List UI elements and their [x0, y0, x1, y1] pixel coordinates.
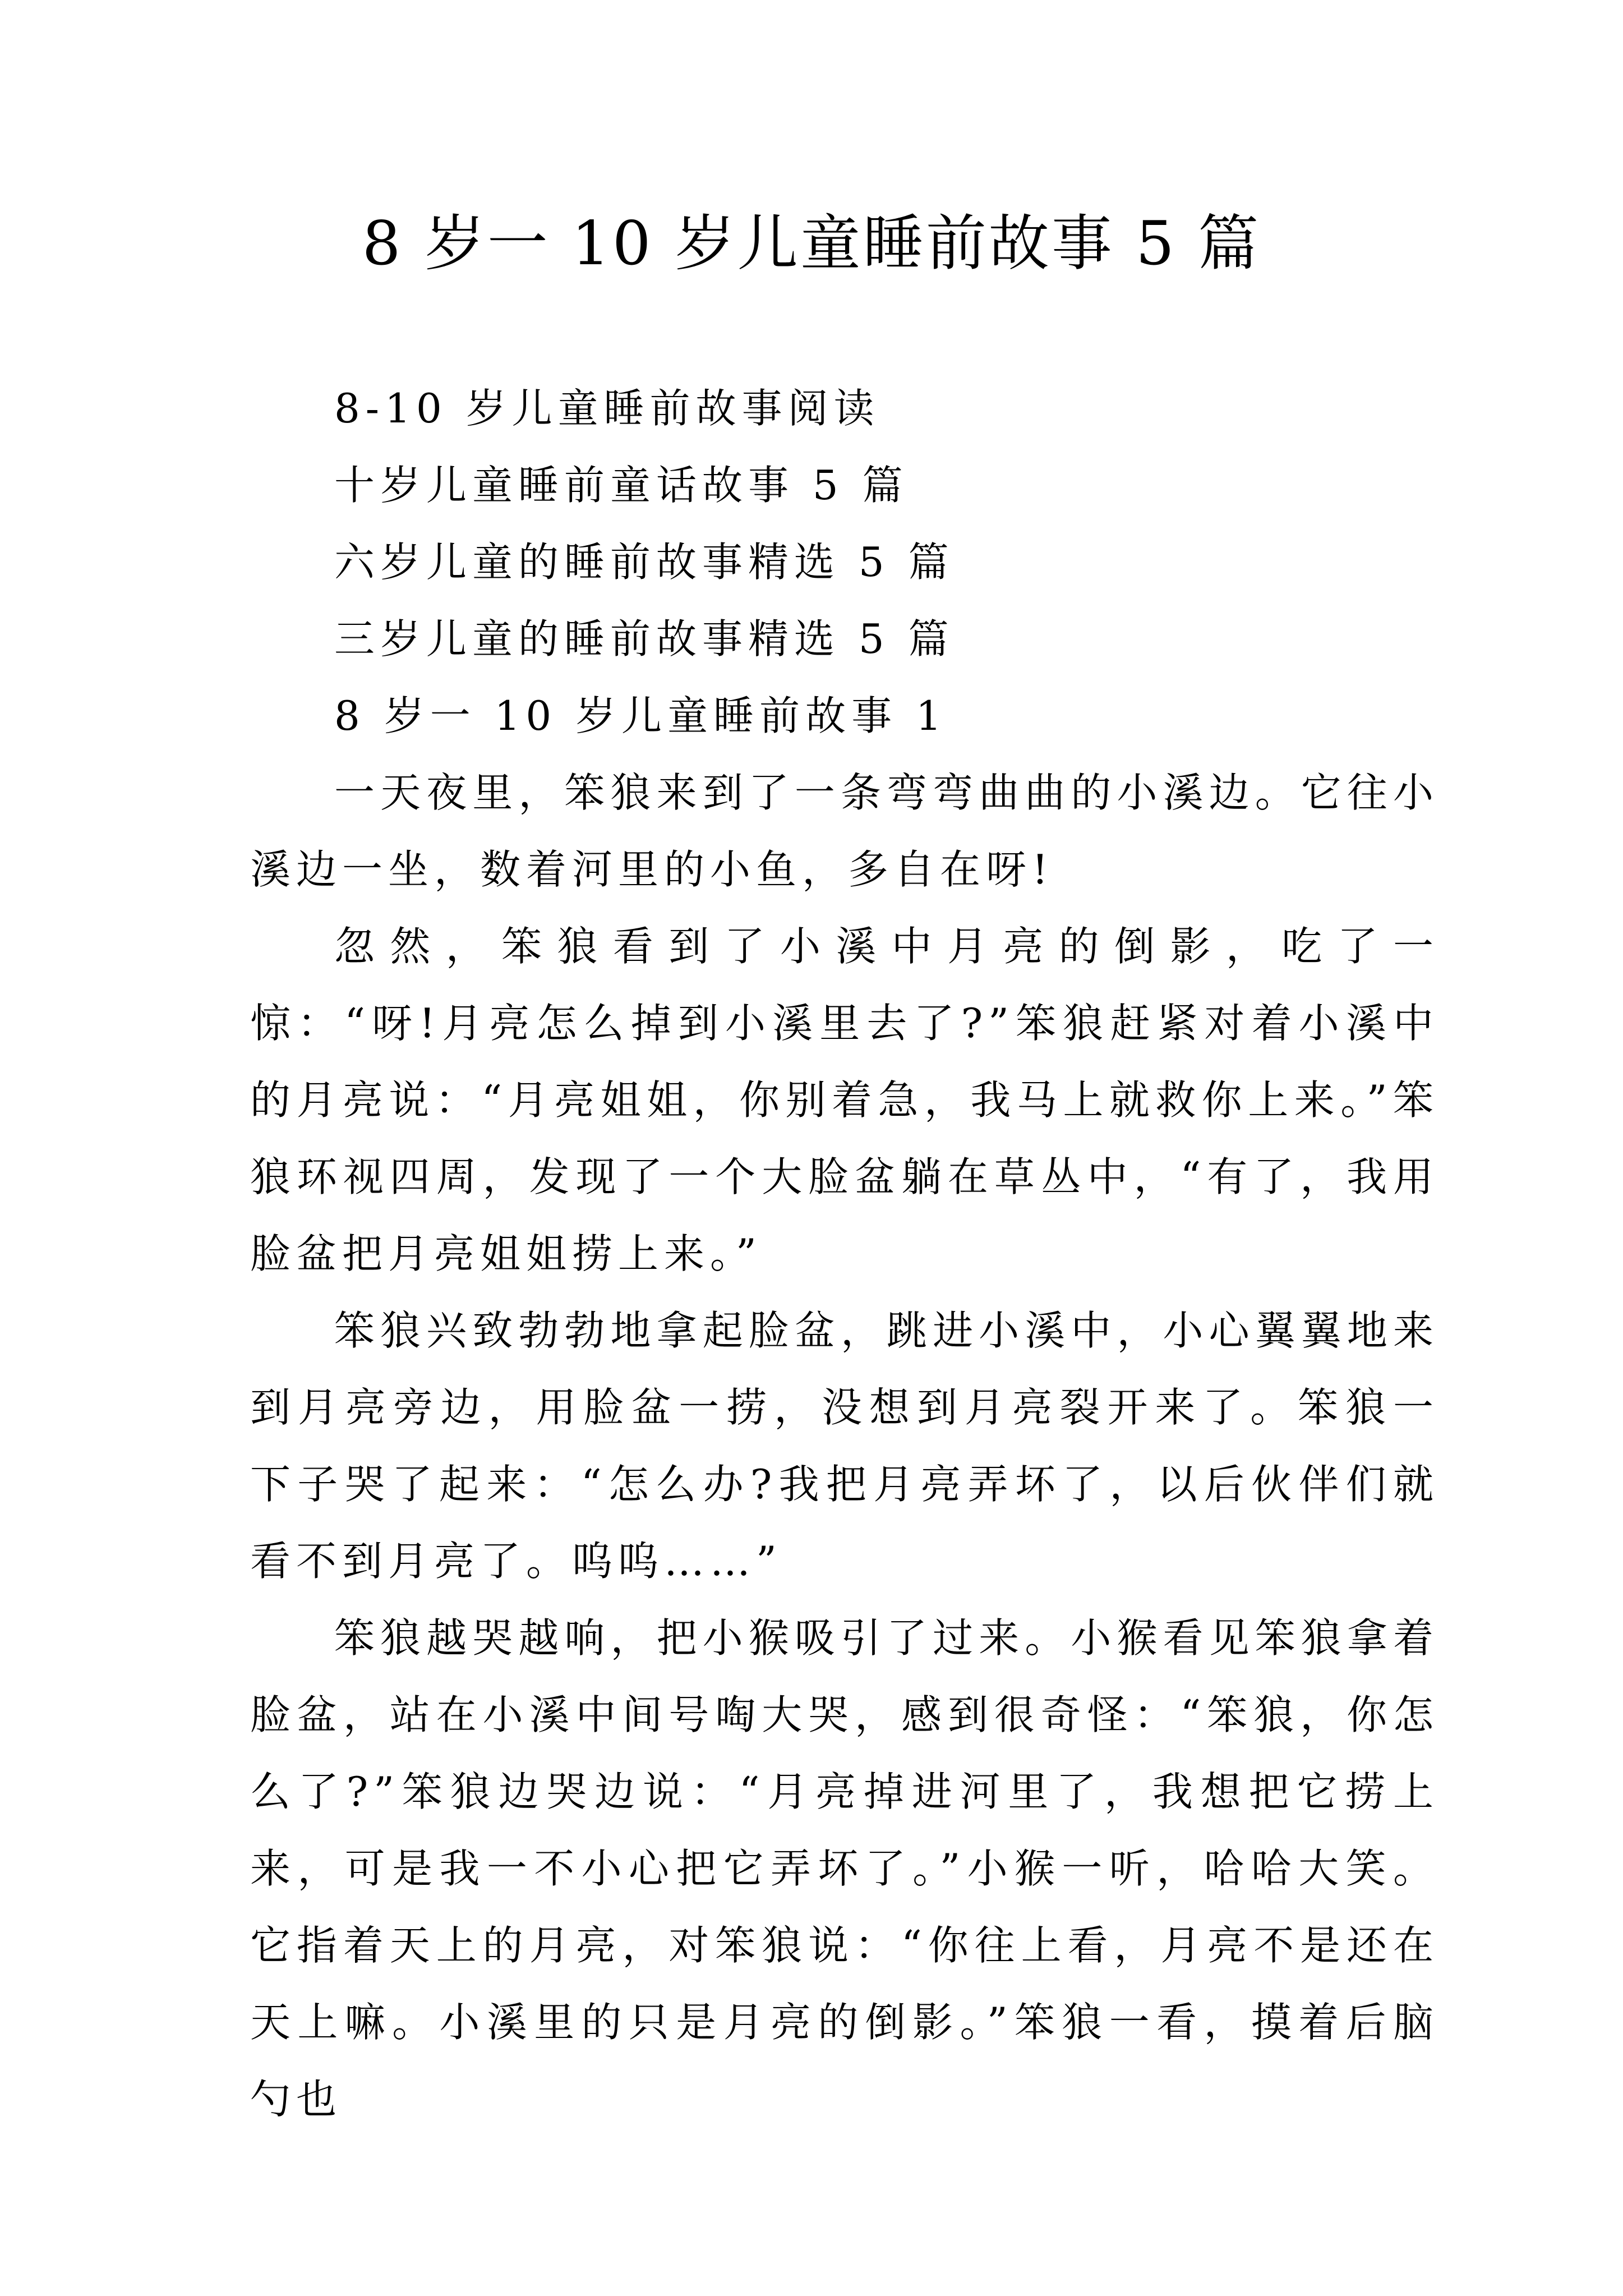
story-paragraph-4: 笨狼越哭越响，把小猴吸引了过来。小猴看见笨狼拿着脸盆，站在小溪中间号啕大哭，感到很奇怪：“笨狼，你怎么了?”笨狼边哭边说：“月亮掉进河里了，我想把它捞上来，可是我一不小心把它弄坏了。”小猴一听，哈哈大笑。它指着天上的月亮，对笨狼说：“你往上看，月亮不是还在天上嘛。小溪里的只是月亮的倒影。”笨狼一看，摸着后脑勺也	[250, 1614, 1439, 2123]
story-paragraph-1: 一天夜里，笨狼来到了一条弯弯曲曲的小溪边。它往小溪边一坐，数着河里的小鱼，多自在呀!	[250, 769, 1439, 893]
document-title: 8 岁一 10 岁儿童睡前故事 5 篇	[362, 209, 1261, 279]
related-link-3[interactable]: 六岁儿童的睡前故事精选 5 篇	[334, 539, 955, 586]
document-body	[250, 370, 1439, 2138]
section-heading: 8 岁一 10 岁儿童睡前故事 1	[334, 692, 947, 739]
related-link-1[interactable]: 8-10 岁儿童睡前故事阅读	[334, 385, 880, 432]
story-paragraph-2: 忽然，笨狼看到了小溪中月亮的倒影，吃了一惊：“呀!月亮怎么掉到小溪里去了?”笨狼赶紧对着小溪中的月亮说：“月亮姐姐，你别着急，我马上就救你上来。”笨狼环视四周，发现了一个大脸盆躺在草丛中，“有了，我用脸盆把月亮姐姐捞上来。”	[250, 923, 1439, 1277]
related-link-2[interactable]: 十岁儿童睡前童话故事 5 篇	[334, 462, 909, 509]
related-link-4[interactable]: 三岁儿童的睡前故事精选 5 篇	[334, 615, 955, 662]
story-paragraph-3: 笨狼兴致勃勃地拿起脸盆，跳进小溪中，小心翼翼地来到月亮旁边，用脸盆一捞，没想到月亮裂开来了。笨狼一下子哭了起来：“怎么办?我把月亮弄坏了，以后伙伴们就看不到月亮了。呜呜……”	[250, 1307, 1439, 1585]
